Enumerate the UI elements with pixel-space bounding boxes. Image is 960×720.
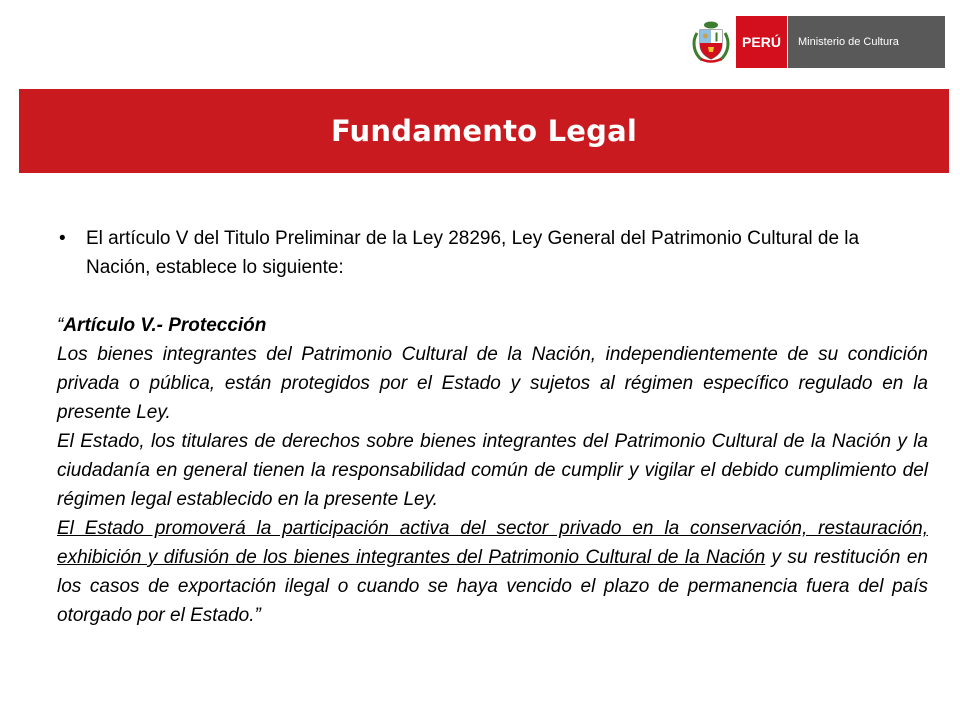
ministry-logo: [686, 16, 945, 68]
spacer: [57, 282, 928, 311]
article-heading-line: [57, 311, 928, 340]
underlined-text: El Estado promoverá la participación activa del sector privado en la conservación, restauración, exhibición y difusión de los bienes integrantes del Patrimonio Cultural de la Nación: [57, 518, 928, 568]
bullet-symbol: •: [59, 228, 66, 249]
quoted-article: [57, 311, 928, 630]
quote-close-mark: ”: [254, 605, 261, 626]
intro-text: El artículo V del Titulo Preliminar de la Ley 28296, Ley General del Patrimonio Cultural de la Nación, establece lo siguiente:: [86, 228, 860, 278]
bullet-item: [57, 224, 928, 282]
ministry-label: Ministerio de Cultura: [787, 16, 945, 68]
paragraph-3-rest: y su restitución en los casos de exportación ilegal o cuando se haya vencido el plazo de permanencia fuera del país otorgado por el Estado.: [57, 547, 928, 626]
title-banner: [19, 89, 949, 173]
article-paragraph-1: Los bienes integrantes del Patrimonio Cultural de la Nación, independientemente de su condición privada o pública, están protegidos por el Estado y sujetos al régimen específico regulado en la presente Ley.: [57, 344, 928, 423]
article-paragraph-3: [57, 514, 928, 630]
slide-content: [57, 224, 928, 630]
article-paragraph-2: El Estado, los titulares de derechos sobre bienes integrantes del Patrimonio Cultural de la Nación y la ciudadanía en general tienen la responsabilidad común de cumplir y vigilar el debido cumplimiento del régimen legal establecido en la presente Ley.: [57, 431, 928, 510]
quote-open-mark: “: [57, 315, 64, 336]
coat-of-arms-icon: [686, 16, 736, 68]
peru-label: PERÚ: [736, 16, 787, 68]
article-heading: Artículo V.- Protección: [63, 315, 267, 336]
page-title: Fundamento Legal: [330, 114, 637, 148]
